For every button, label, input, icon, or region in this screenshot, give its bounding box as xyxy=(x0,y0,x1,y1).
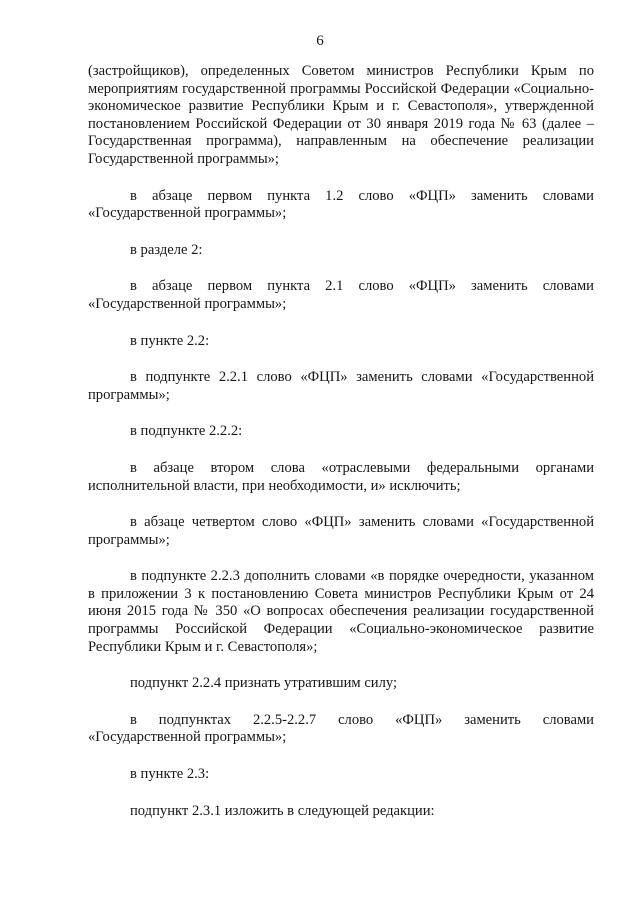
paragraph-subitem-2-2-2: в подпункте 2.2.2: xyxy=(130,423,243,440)
document-body xyxy=(88,63,594,820)
paragraph-item-2-1: в абзаце первом пункта 2.1 слово «ФЦП» заменить словами «Государственной программы»; xyxy=(88,278,594,312)
paragraph-subitem-2-2-4: подпункт 2.2.4 признать утратившим силу; xyxy=(130,675,398,692)
paragraph-subitem-2-2-1: в подпункте 2.2.1 слово «ФЦП» заменить словами «Государственной программы»; xyxy=(88,369,594,403)
paragraph-fourth-abzac: в абзаце четвертом слово «ФЦП» заменить словами «Государственной программы»; xyxy=(88,514,594,548)
paragraph-subitem-2-3-1: подпункт 2.3.1 изложить в следующей редакции: xyxy=(130,802,435,819)
paragraph-item-2-3: в пункте 2.3: xyxy=(130,766,210,783)
paragraph-continuation: (застройщиков), определенных Советом министров Республики Крым по мероприятиям государственной программы Российской Федерации «Социально-экономическое развитие Республики Крым и г. Севастополя», утвержденной постановлением Российской Федерации от 30 января 2019 года № 63 (далее – Государственная программа), направленным на обеспечение реализации Государственной программы»; xyxy=(88,63,594,167)
paragraph-subitems-2-2-5-2-2-7: в подпунктах 2.2.5-2.2.7 слово «ФЦП» заменить словами «Государственной программы»; xyxy=(88,711,594,746)
paragraph-section-2: в разделе 2: xyxy=(130,241,203,258)
paragraph-second-abzac: в абзаце втором слова «отраслевыми федеральными органами исполнительной власти, при необходимости, и» исключить; xyxy=(88,459,594,494)
paragraph-subitem-2-2-3: в подпункте 2.2.3 дополнить словами «в порядке очередности, указанном в приложении 3 к постановлению Совета министров Республики Крым от 24 июня 2015 года № 350 «О вопросах обеспечения реализации государственной программы Российской Федерации «Социально-экономическое развитие Республики Крым и г. Севастополя»; xyxy=(88,568,594,655)
paragraph-item-2-2: в пункте 2.2: xyxy=(130,332,210,349)
paragraph-item-1-2: в абзаце первом пункта 1.2 слово «ФЦП» заменить словами «Государственной программы»; xyxy=(88,187,594,222)
page-number: 6 xyxy=(316,33,324,49)
